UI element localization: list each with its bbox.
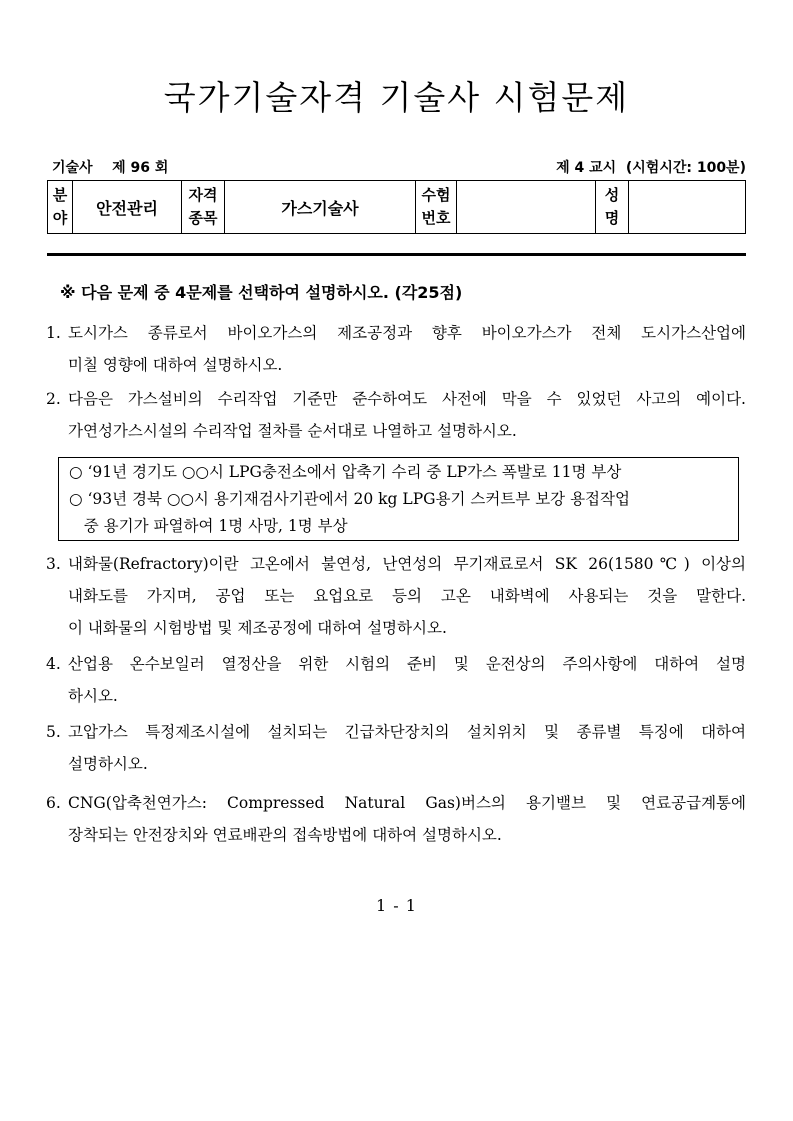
accident-examples-box [58, 457, 739, 541]
question-2 [46, 383, 746, 447]
question-line: 미칠 영향에 대하여 설명하시오. [68, 356, 283, 374]
accident-line-3: 중 용기가 파열하여 1명 사망, 1명 부상 [69, 517, 348, 535]
qualification-label: 자격 종목 [182, 181, 225, 234]
exam-number-field[interactable] [457, 181, 596, 234]
exam-meta-table [47, 180, 746, 234]
question-line: 하시오. [68, 687, 118, 705]
exam-round: 기술사 제 96 회 [52, 160, 169, 176]
accident-line-2: ○ ‘93년 경북 ○○시 용기재검사기관에서 20 kg LPG용기 스커트부 보강 용접작업 [69, 490, 630, 508]
question-line: 내화도를 가지며, 공업 또는 요업요로 등의 고온 내화벽에 사용되는 것을 말한다. [68, 587, 746, 605]
field-label: 분 야 [48, 181, 73, 234]
accident-line-1: ○ ‘91년 경기도 ○○시 LPG충전소에서 압축기 수리 중 LP가스 폭발로 11명 부상 [69, 463, 622, 481]
field-value: 안전관리 [73, 181, 182, 234]
question-number: 4. [46, 655, 61, 673]
qualification-value: 가스기술사 [225, 181, 416, 234]
question-number: 5. [46, 723, 61, 741]
page-title: 국가기술자격 기술사 시험문제 [163, 78, 630, 117]
question-line: 도시가스 종류로서 바이오가스의 제조공정과 향후 바이오가스가 전체 도시가스산업에 [68, 324, 746, 342]
question-line: 이 내화물의 시험방법 및 제조공정에 대하여 설명하시오. [68, 619, 447, 637]
question-3 [46, 548, 746, 644]
page-number: 1 - 1 [376, 896, 417, 915]
question-line: 가연성가스시설의 수리작업 절차를 순서대로 나열하고 설명하시오. [68, 422, 517, 440]
question-number: 3. [46, 555, 61, 573]
question-line: 산업용 온수보일러 열정산을 위한 시험의 준비 및 운전상의 주의사항에 대하여 설명 [68, 655, 746, 673]
question-line: 설명하시오. [68, 755, 148, 773]
question-line: 고압가스 특정제조시설에 설치되는 긴급차단장치의 설치위치 및 종류별 특징에 대하여 [68, 723, 746, 741]
name-field[interactable] [629, 181, 746, 234]
question-line: 내화물(Refractory)이란 고온에서 불연성, 난연성의 무기재료로서 SK 26(1580℃) 이상의 [68, 555, 746, 573]
question-5 [46, 716, 746, 780]
instruction: ※ 다음 문제 중 4문제를 선택하여 설명하시오. (각25점) [60, 283, 463, 302]
question-4 [46, 648, 746, 712]
header-divider [47, 253, 746, 256]
question-1 [46, 317, 746, 381]
question-number: 2. [46, 390, 61, 408]
name-label: 성 명 [596, 181, 629, 234]
exam-number-label: 수험 번호 [416, 181, 457, 234]
exam-period: 제 4 교시 (시험시간: 100분) [556, 160, 746, 176]
question-line: 장착되는 안전장치와 연료배관의 접속방법에 대하여 설명하시오. [68, 826, 502, 844]
exam-info-row [52, 157, 746, 179]
question-number: 6. [46, 794, 61, 812]
question-line: CNG(압축천연가스: Compressed Natural Gas)버스의 용기밸브 및 연료공급계통에 [68, 794, 746, 812]
question-line: 다음은 가스설비의 수리작업 기준만 준수하여도 사전에 막을 수 있었던 사고의 예이다. [68, 390, 746, 408]
question-6 [46, 787, 746, 851]
question-number: 1. [46, 324, 61, 342]
